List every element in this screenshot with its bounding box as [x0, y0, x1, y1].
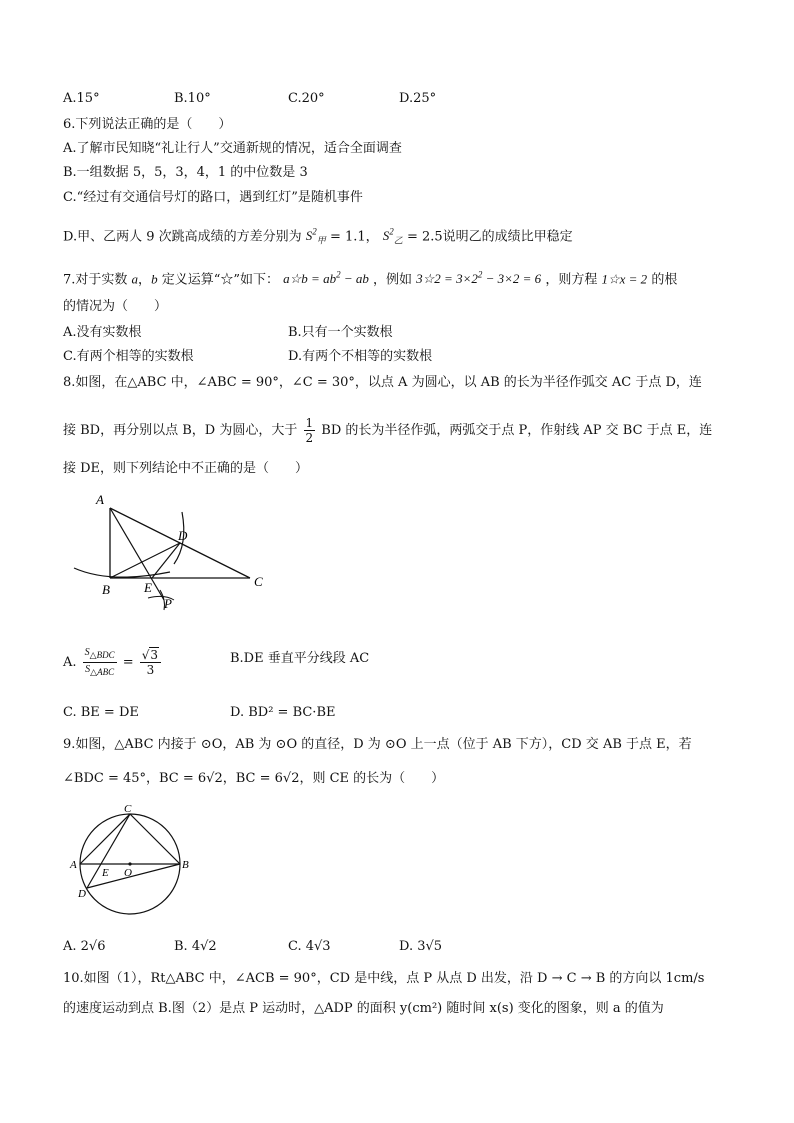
label-d: D [78, 888, 86, 900]
q7-equation: 1☆x = 2 [601, 271, 648, 287]
q8-stem-line3: 接 DE，则下列结论中不正确的是（ ） [63, 461, 309, 476]
variance-symbol-yi: $S^2_乙$ [382, 227, 403, 246]
q8-stem-line1: 8.如图，在△ABC 中，∠ABC = 90°，∠C = 30°，以点 A 为圆心，以 AB 的长为半径作弧交 AC 于点 D，连 [63, 375, 702, 390]
chord-cb [130, 814, 180, 864]
one-half-fraction: $\frac{1}{2}$ [305, 416, 314, 445]
q9-figure [64, 804, 204, 920]
q9-option-a: A. 2√6 [63, 939, 106, 954]
label-d: D [178, 528, 188, 543]
label-c: C [124, 804, 132, 815]
q6-option-d-text: D.甲、乙两人 9 次跳高成绩的方差分别为 [63, 229, 302, 245]
q7-option-a: A.没有实数根 [63, 325, 142, 340]
q7-text-1: 7.对于实数 [63, 272, 128, 288]
q8-stem-line2a: 接 BD，再分别以点 B，D 为圆心，大于 [63, 423, 298, 438]
variance-symbol-jia: $S^2_甲$ [305, 227, 326, 246]
q6-option-b: B.一组数据 5，5，3，4，1 的中位数是 3 [63, 165, 308, 180]
q8-option-d: D. BD² = BC·BE [230, 705, 336, 720]
q7-text-2: 定义运算“☆”如下： [161, 272, 279, 288]
q5-option-b: B.10° [174, 91, 211, 106]
q5-option-d: D.25° [399, 91, 437, 106]
q6-option-d-value1: = 1.1， [329, 229, 379, 245]
q6-option-c: C.“经过有交通信号灯的路口，遇到红灯”是随机事件 [63, 190, 363, 205]
q6-option-a: A.了解市民知晓“礼让行人”交通新规的情况，适合全面调查 [63, 141, 402, 156]
q8-option-c: C. BE = DE [63, 705, 139, 720]
q6-option-d [63, 223, 573, 250]
q7-stem-line2: 的情况为（ ） [63, 299, 168, 314]
q8-option-a: A. $\frac{S_{\triangle BDC}}{S_{\triangle ABC}}$ = $\frac{√3}{3}$ [63, 646, 163, 679]
q7-example: 3☆2 = $3\times 2^2 - 3\times 2 = 6$ [416, 270, 542, 287]
label-b: B [182, 859, 189, 871]
q7-option-d: D.有两个不相等的实数根 [288, 349, 433, 364]
q7-text-5: 的根 [651, 272, 678, 288]
q7-option-b: B.只有一个实数根 [288, 325, 393, 340]
q9-option-d: D. 3√5 [399, 939, 443, 954]
label-o: O [124, 867, 132, 879]
q8-figure [70, 488, 280, 618]
label-p: P [164, 596, 172, 611]
q10-stem-line1: 10.如图（1），Rt△ABC 中，∠ACB = 90°，CD 是中线，点 P 从点 D 出发，沿 D → C → B 的方向以 1cm/s [63, 971, 705, 986]
q7-text-4: ，则方程 [545, 272, 598, 288]
q9-option-b: B. 4√2 [174, 939, 217, 954]
q8-option-a-prefix: A. [63, 655, 77, 670]
label-b: B [102, 582, 110, 597]
label-a: A [96, 492, 104, 507]
q8-stem-line2b: BD 的长为半径作弧，两弧交于点 P，作射线 AP 交 BC 于点 E，连 [321, 423, 713, 438]
label-e: E [102, 867, 109, 879]
segment-bd [110, 543, 180, 578]
q7-definition: a☆b = $ab^2$ − ab [283, 270, 369, 287]
label-e: E [144, 580, 152, 595]
sqrt3-over-3-fraction: $\frac{√3}{3}$ [140, 648, 161, 677]
q5-option-c: C.20° [288, 91, 325, 106]
q10-stem-line2: 的速度运动到点 B.图（2）是点 P 运动时，△ADP 的面积 y(cm²) 随时间 x(s) 变化的图象，则 a 的值为 [63, 1001, 664, 1016]
q9-stem-line2: ∠BDC = 45°，BC = 6√2，BC = 6√2，则 CE 的长为（ ） [63, 771, 445, 786]
center-point [128, 862, 131, 865]
q6-option-d-value2: = 2.5说明乙的成绩比甲稳定 [406, 229, 573, 245]
q7-stem: 7.对于实数 a，b 定义运算“☆”如下： a☆b = $ab^2$ − ab ，例如 3☆2 = $3\times 2^2 - 3\times 2 = 6$ ，则方程 1☆x = 2 的根 [63, 270, 678, 288]
label-c: C [254, 574, 263, 589]
q8-stem-line2 [63, 416, 712, 445]
q9-stem-line1: 9.如图，△ABC 内接于 ⊙O，AB 为 ⊙O 的直径，D 为 ⊙O 上一点（位于 AB 下方），CD 交 AB 于点 E，若 [63, 737, 692, 752]
q6-stem: 6.下列说法正确的是（ ） [63, 117, 232, 132]
q9-option-c: C. 4√3 [288, 939, 331, 954]
q5-option-a: A.15° [63, 91, 100, 106]
q7-option-c: C.有两个相等的实数根 [63, 349, 194, 364]
chord-db [87, 864, 180, 888]
area-ratio-fraction: $\frac{S_{\triangle BDC}}{S_{\triangle ABC}}$ [84, 647, 115, 677]
q8-option-b: B.DE 垂直平分线段 AC [230, 651, 370, 666]
q7-text-3: ，例如 [373, 272, 413, 288]
label-a: A [70, 859, 77, 871]
